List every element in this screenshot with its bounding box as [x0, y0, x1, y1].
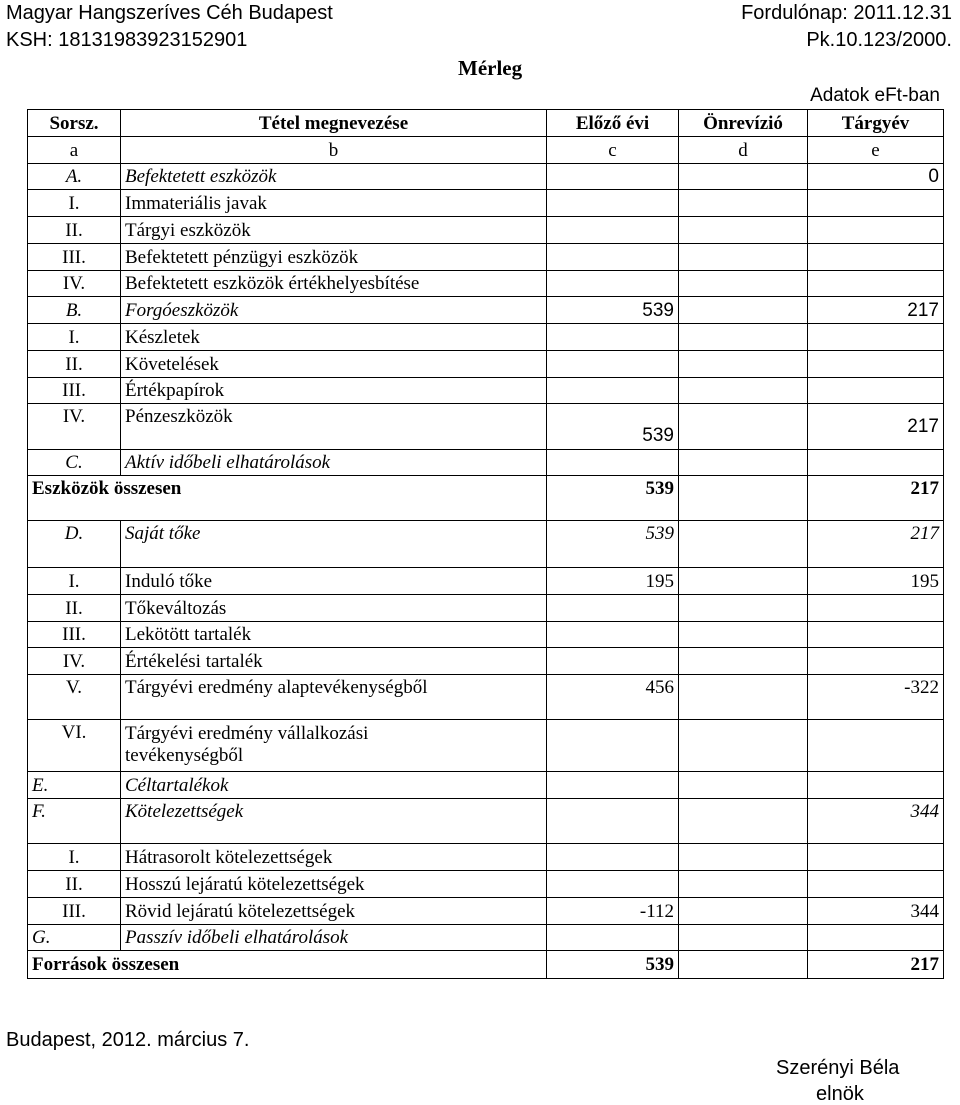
column-letter: a — [28, 137, 121, 164]
row-prev: 456 — [547, 675, 679, 720]
row-current — [808, 324, 944, 351]
row-prev — [547, 244, 679, 271]
row-prev — [547, 772, 679, 799]
row-sorsz: II. — [28, 217, 121, 244]
row-prev — [547, 799, 679, 844]
court-registration: Pk.10.123/2000. — [806, 29, 952, 51]
table-row — [28, 244, 944, 271]
row-revision — [679, 404, 808, 450]
row-sorsz: VI. — [28, 720, 121, 772]
table-row — [28, 772, 944, 799]
row-name: Immateriális javak — [121, 190, 547, 217]
row-prev — [547, 648, 679, 675]
row-name: Tőkeváltozás — [121, 595, 547, 622]
row-revision — [679, 164, 808, 190]
table-row — [28, 271, 944, 297]
row-current — [808, 190, 944, 217]
row-current: 344 — [808, 898, 944, 925]
row-prev: 539 — [547, 297, 679, 324]
row-name: Eszközök összesen — [28, 476, 547, 521]
row-current — [808, 622, 944, 648]
table-row — [28, 925, 944, 951]
row-sorsz: I. — [28, 190, 121, 217]
organization-name: Magyar Hangszeríves Céh Budapest — [6, 2, 333, 24]
row-sorsz: III. — [28, 898, 121, 925]
row-name: Rövid lejáratú kötelezettségek — [121, 898, 547, 925]
column-letter-row — [28, 137, 944, 164]
row-revision — [679, 595, 808, 622]
row-current: 217 — [808, 404, 944, 450]
row-name: Követelések — [121, 351, 547, 378]
row-name: Aktív időbeli elhatárolások — [121, 450, 547, 476]
table-row — [28, 190, 944, 217]
row-current — [808, 720, 944, 772]
row-prev — [547, 271, 679, 297]
row-current — [808, 925, 944, 951]
row-sorsz: B. — [28, 297, 121, 324]
row-current: 217 — [808, 476, 944, 521]
row-name: Tárgyi eszközök — [121, 217, 547, 244]
row-name: Értékpapírok — [121, 378, 547, 404]
row-prev — [547, 324, 679, 351]
row-revision — [679, 720, 808, 772]
row-current — [808, 648, 944, 675]
row-prev — [547, 217, 679, 244]
row-name: Értékelési tartalék — [121, 648, 547, 675]
row-revision — [679, 925, 808, 951]
row-current: 217 — [808, 521, 944, 568]
table-row — [28, 844, 944, 871]
row-sorsz: D. — [28, 521, 121, 568]
row-sorsz: A. — [28, 164, 121, 190]
column-header-revision: Önrevízió — [679, 110, 808, 137]
row-revision — [679, 568, 808, 595]
row-sorsz: IV. — [28, 648, 121, 675]
row-current — [808, 772, 944, 799]
row-name: Befektetett eszközök — [121, 164, 547, 190]
balance-sheet-table — [27, 109, 944, 979]
table-row — [28, 351, 944, 378]
row-sorsz: V. — [28, 675, 121, 720]
column-header-sorsz: Sorsz. — [28, 110, 121, 137]
column-header-name: Tétel megnevezése — [121, 110, 547, 137]
row-revision — [679, 844, 808, 871]
row-prev: 195 — [547, 568, 679, 595]
row-revision — [679, 521, 808, 568]
signer-name: Szerényi Béla — [776, 1057, 900, 1079]
row-revision — [679, 772, 808, 799]
row-current — [808, 217, 944, 244]
table-row — [28, 404, 944, 450]
place-and-date: Budapest, 2012. március 7. — [6, 1029, 250, 1051]
row-revision — [679, 378, 808, 404]
table-row — [28, 568, 944, 595]
table-row-total — [28, 951, 944, 979]
row-sorsz: F. — [28, 799, 121, 844]
table-row — [28, 799, 944, 844]
table-row — [28, 898, 944, 925]
table-row — [28, 521, 944, 568]
row-prev — [547, 622, 679, 648]
table-row — [28, 648, 944, 675]
table-row — [28, 217, 944, 244]
row-revision — [679, 351, 808, 378]
row-prev — [547, 925, 679, 951]
row-revision — [679, 476, 808, 521]
row-sorsz: I. — [28, 324, 121, 351]
row-current: -322 — [808, 675, 944, 720]
row-name: Forgóeszközök — [121, 297, 547, 324]
row-prev — [547, 378, 679, 404]
row-prev: 539 — [547, 951, 679, 979]
row-revision — [679, 217, 808, 244]
row-prev — [547, 164, 679, 190]
row-prev — [547, 351, 679, 378]
table-row — [28, 622, 944, 648]
table-row — [28, 720, 944, 772]
row-name: Források összesen — [28, 951, 547, 979]
row-sorsz: C. — [28, 450, 121, 476]
row-current — [808, 351, 944, 378]
table-row — [28, 450, 944, 476]
row-revision — [679, 799, 808, 844]
row-name: Pénzeszközök — [121, 404, 547, 450]
row-name: Befektetett eszközök értékhelyesbítése — [121, 271, 547, 297]
row-current: 344 — [808, 799, 944, 844]
column-letter: c — [547, 137, 679, 164]
table-row — [28, 164, 944, 190]
column-header-current: Tárgyév — [808, 110, 944, 137]
row-current: 217 — [808, 297, 944, 324]
table-row — [28, 871, 944, 898]
row-sorsz: G. — [28, 925, 121, 951]
row-sorsz: III. — [28, 622, 121, 648]
row-revision — [679, 898, 808, 925]
row-sorsz: I. — [28, 844, 121, 871]
row-name: Kötelezettségek — [121, 799, 547, 844]
row-prev: 539 — [547, 476, 679, 521]
column-header-prev: Előző évi — [547, 110, 679, 137]
row-sorsz: E. — [28, 772, 121, 799]
row-revision — [679, 675, 808, 720]
table-row — [28, 675, 944, 720]
row-sorsz: III. — [28, 378, 121, 404]
document-title: Mérleg — [458, 56, 523, 80]
row-name: Hosszú lejáratú kötelezettségek — [121, 871, 547, 898]
row-revision — [679, 190, 808, 217]
row-name: Passzív időbeli elhatárolások — [121, 925, 547, 951]
row-name: Induló tőke — [121, 568, 547, 595]
row-current — [808, 450, 944, 476]
row-revision — [679, 951, 808, 979]
row-revision — [679, 450, 808, 476]
table-row-total — [28, 476, 944, 521]
row-sorsz: II. — [28, 871, 121, 898]
row-revision — [679, 244, 808, 271]
row-revision — [679, 271, 808, 297]
table-row — [28, 297, 944, 324]
row-name: Tárgyévi eredmény vállalkozási tevékenységből — [121, 720, 547, 772]
row-name: Lekötött tartalék — [121, 622, 547, 648]
column-letter: d — [679, 137, 808, 164]
table-header-row — [28, 110, 944, 137]
row-sorsz: IV. — [28, 404, 121, 450]
row-prev — [547, 871, 679, 898]
row-sorsz: II. — [28, 351, 121, 378]
table-row — [28, 595, 944, 622]
row-current: 0 — [808, 164, 944, 190]
row-name: Befektetett pénzügyi eszközök — [121, 244, 547, 271]
table-row — [28, 378, 944, 404]
row-name: Készletek — [121, 324, 547, 351]
unit-note: Adatok eFt-ban — [810, 85, 940, 106]
row-prev — [547, 190, 679, 217]
row-sorsz: II. — [28, 595, 121, 622]
table-row — [28, 324, 944, 351]
column-letter: b — [121, 137, 547, 164]
row-prev — [547, 595, 679, 622]
row-current — [808, 378, 944, 404]
row-revision — [679, 297, 808, 324]
row-name: Saját tőke — [121, 521, 547, 568]
row-current — [808, 595, 944, 622]
row-revision — [679, 871, 808, 898]
row-sorsz: III. — [28, 244, 121, 271]
row-revision — [679, 648, 808, 675]
row-name: Hátrasorolt kötelezettségek — [121, 844, 547, 871]
row-prev — [547, 720, 679, 772]
column-letter: e — [808, 137, 944, 164]
signer-title: elnök — [816, 1083, 864, 1105]
row-sorsz: IV. — [28, 271, 121, 297]
row-prev — [547, 450, 679, 476]
row-current — [808, 871, 944, 898]
row-current — [808, 844, 944, 871]
turn-date: Fordulónap: 2011.12.31 — [741, 2, 952, 24]
row-revision — [679, 622, 808, 648]
row-current: 217 — [808, 951, 944, 979]
row-name: Céltartalékok — [121, 772, 547, 799]
ksh-number: KSH: 18131983923152901 — [6, 29, 248, 51]
row-current — [808, 244, 944, 271]
row-current — [808, 271, 944, 297]
row-prev: -112 — [547, 898, 679, 925]
row-prev — [547, 844, 679, 871]
row-current: 195 — [808, 568, 944, 595]
row-prev: 539 — [547, 521, 679, 568]
row-sorsz: I. — [28, 568, 121, 595]
row-name: Tárgyévi eredmény alaptevékenységből — [121, 675, 547, 720]
row-prev: 539 — [547, 404, 679, 450]
row-revision — [679, 324, 808, 351]
